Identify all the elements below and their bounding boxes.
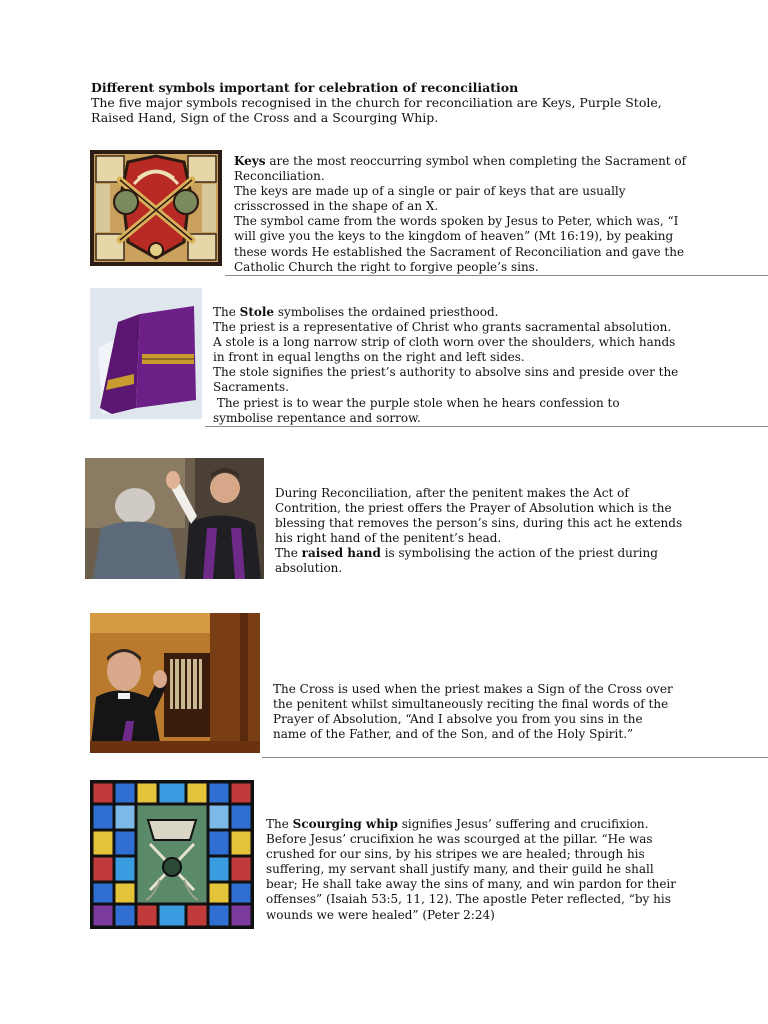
hand-description xyxy=(275,486,685,577)
stole-description xyxy=(213,305,683,426)
keys-stained-glass-image xyxy=(90,150,222,266)
stole-term: Stole xyxy=(239,305,275,319)
keys-line-1: are the most reoccurring symbol when completing the Sacrament of Reconciliation. xyxy=(234,154,687,184)
page-title: Different symbols important for celebration of reconciliation xyxy=(91,80,519,95)
cross-description xyxy=(273,682,673,742)
hand-line-1: During Reconciliation, after the penitent makes the Act of Contrition, the priest offers the Prayer of Absolution which is the blessing that removes the person’s sins, during this act he extends his right hand of the penitent’s head. xyxy=(275,486,683,546)
divider-1 xyxy=(225,275,768,276)
whip-term: Scourging whip xyxy=(292,817,398,831)
stole-pre: The xyxy=(213,305,240,319)
scourging-whip-stained-glass-image xyxy=(90,780,254,929)
stole-line-3: A stole is a long narrow strip of cloth worn over the shoulders, which hands in front in equal lengths on the right and left sides. xyxy=(213,335,676,365)
whip-pre: The xyxy=(266,817,293,831)
intro-text: The five major symbols recognised in the church for reconciliation are Keys, Purple Stole, Raised Hand, Sign of the Cross and a Scourging Whip. xyxy=(91,95,662,125)
stole-line-1: symbolises the ordained priesthood. xyxy=(274,305,499,319)
divider-3 xyxy=(262,757,768,758)
keys-description xyxy=(234,154,690,275)
keys-term: Keys xyxy=(234,154,266,168)
whip-description xyxy=(266,817,676,923)
keys-line-2: The keys are made up of a single or pair of keys that are usually crisscrossed in the shape of an X. xyxy=(234,184,626,214)
stole-line-2: The priest is a representative of Christ who grants sacramental absolution. xyxy=(213,320,672,335)
sign-of-cross-photo xyxy=(90,613,260,753)
hand-line-2: is symbolising the action of the priest during absolution. xyxy=(275,546,658,576)
divider-2 xyxy=(205,426,768,427)
keys-line-3: The symbol came from the words spoken by Jesus to Peter, which was, “I will give you the keys to the kingdom of heaven” (Mt 16:19), by peaking these words He established the Sacrament of Reconciliation and gave the Catholic Church the right to forgive people’s sins. xyxy=(234,214,685,274)
hand-pre: The xyxy=(275,546,302,561)
cross-line-1: The Cross is used when the priest makes a Sign of the Cross over the penitent whilst simultaneously reciting the final words of the Prayer of Absolution, “And I absolve you from you sins in the name of the Father, and of the Son, and of the Holy Spirit.” xyxy=(273,682,673,742)
purple-stole-image xyxy=(90,288,202,419)
hand-term: raised hand xyxy=(301,546,381,561)
whip-line-1: signifies Jesus’ suffering and crucifixion. Before Jesus’ crucifixion he was scourged at the pillar. “He was crushed for our sins, by his stripes we are healed; through his suffering, my servant shall justify many, and their guild he shall bear; He shall take away the sins of many, and win pardon for their offenses” (Isaiah 53:5, 11, 12). The apostle Peter reflected, “by his wounds we were healed” (Peter 2:24) xyxy=(266,817,676,922)
stole-line-4: The stole signifies the priest’s authority to absolve sins and preside over the Sacraments. xyxy=(213,365,679,395)
stole-line-5: The priest is to wear the purple stole when he hears confession to symbolise repentance and sorrow. xyxy=(213,395,624,425)
raised-hand-photo xyxy=(85,458,264,579)
intro-block xyxy=(91,80,691,125)
